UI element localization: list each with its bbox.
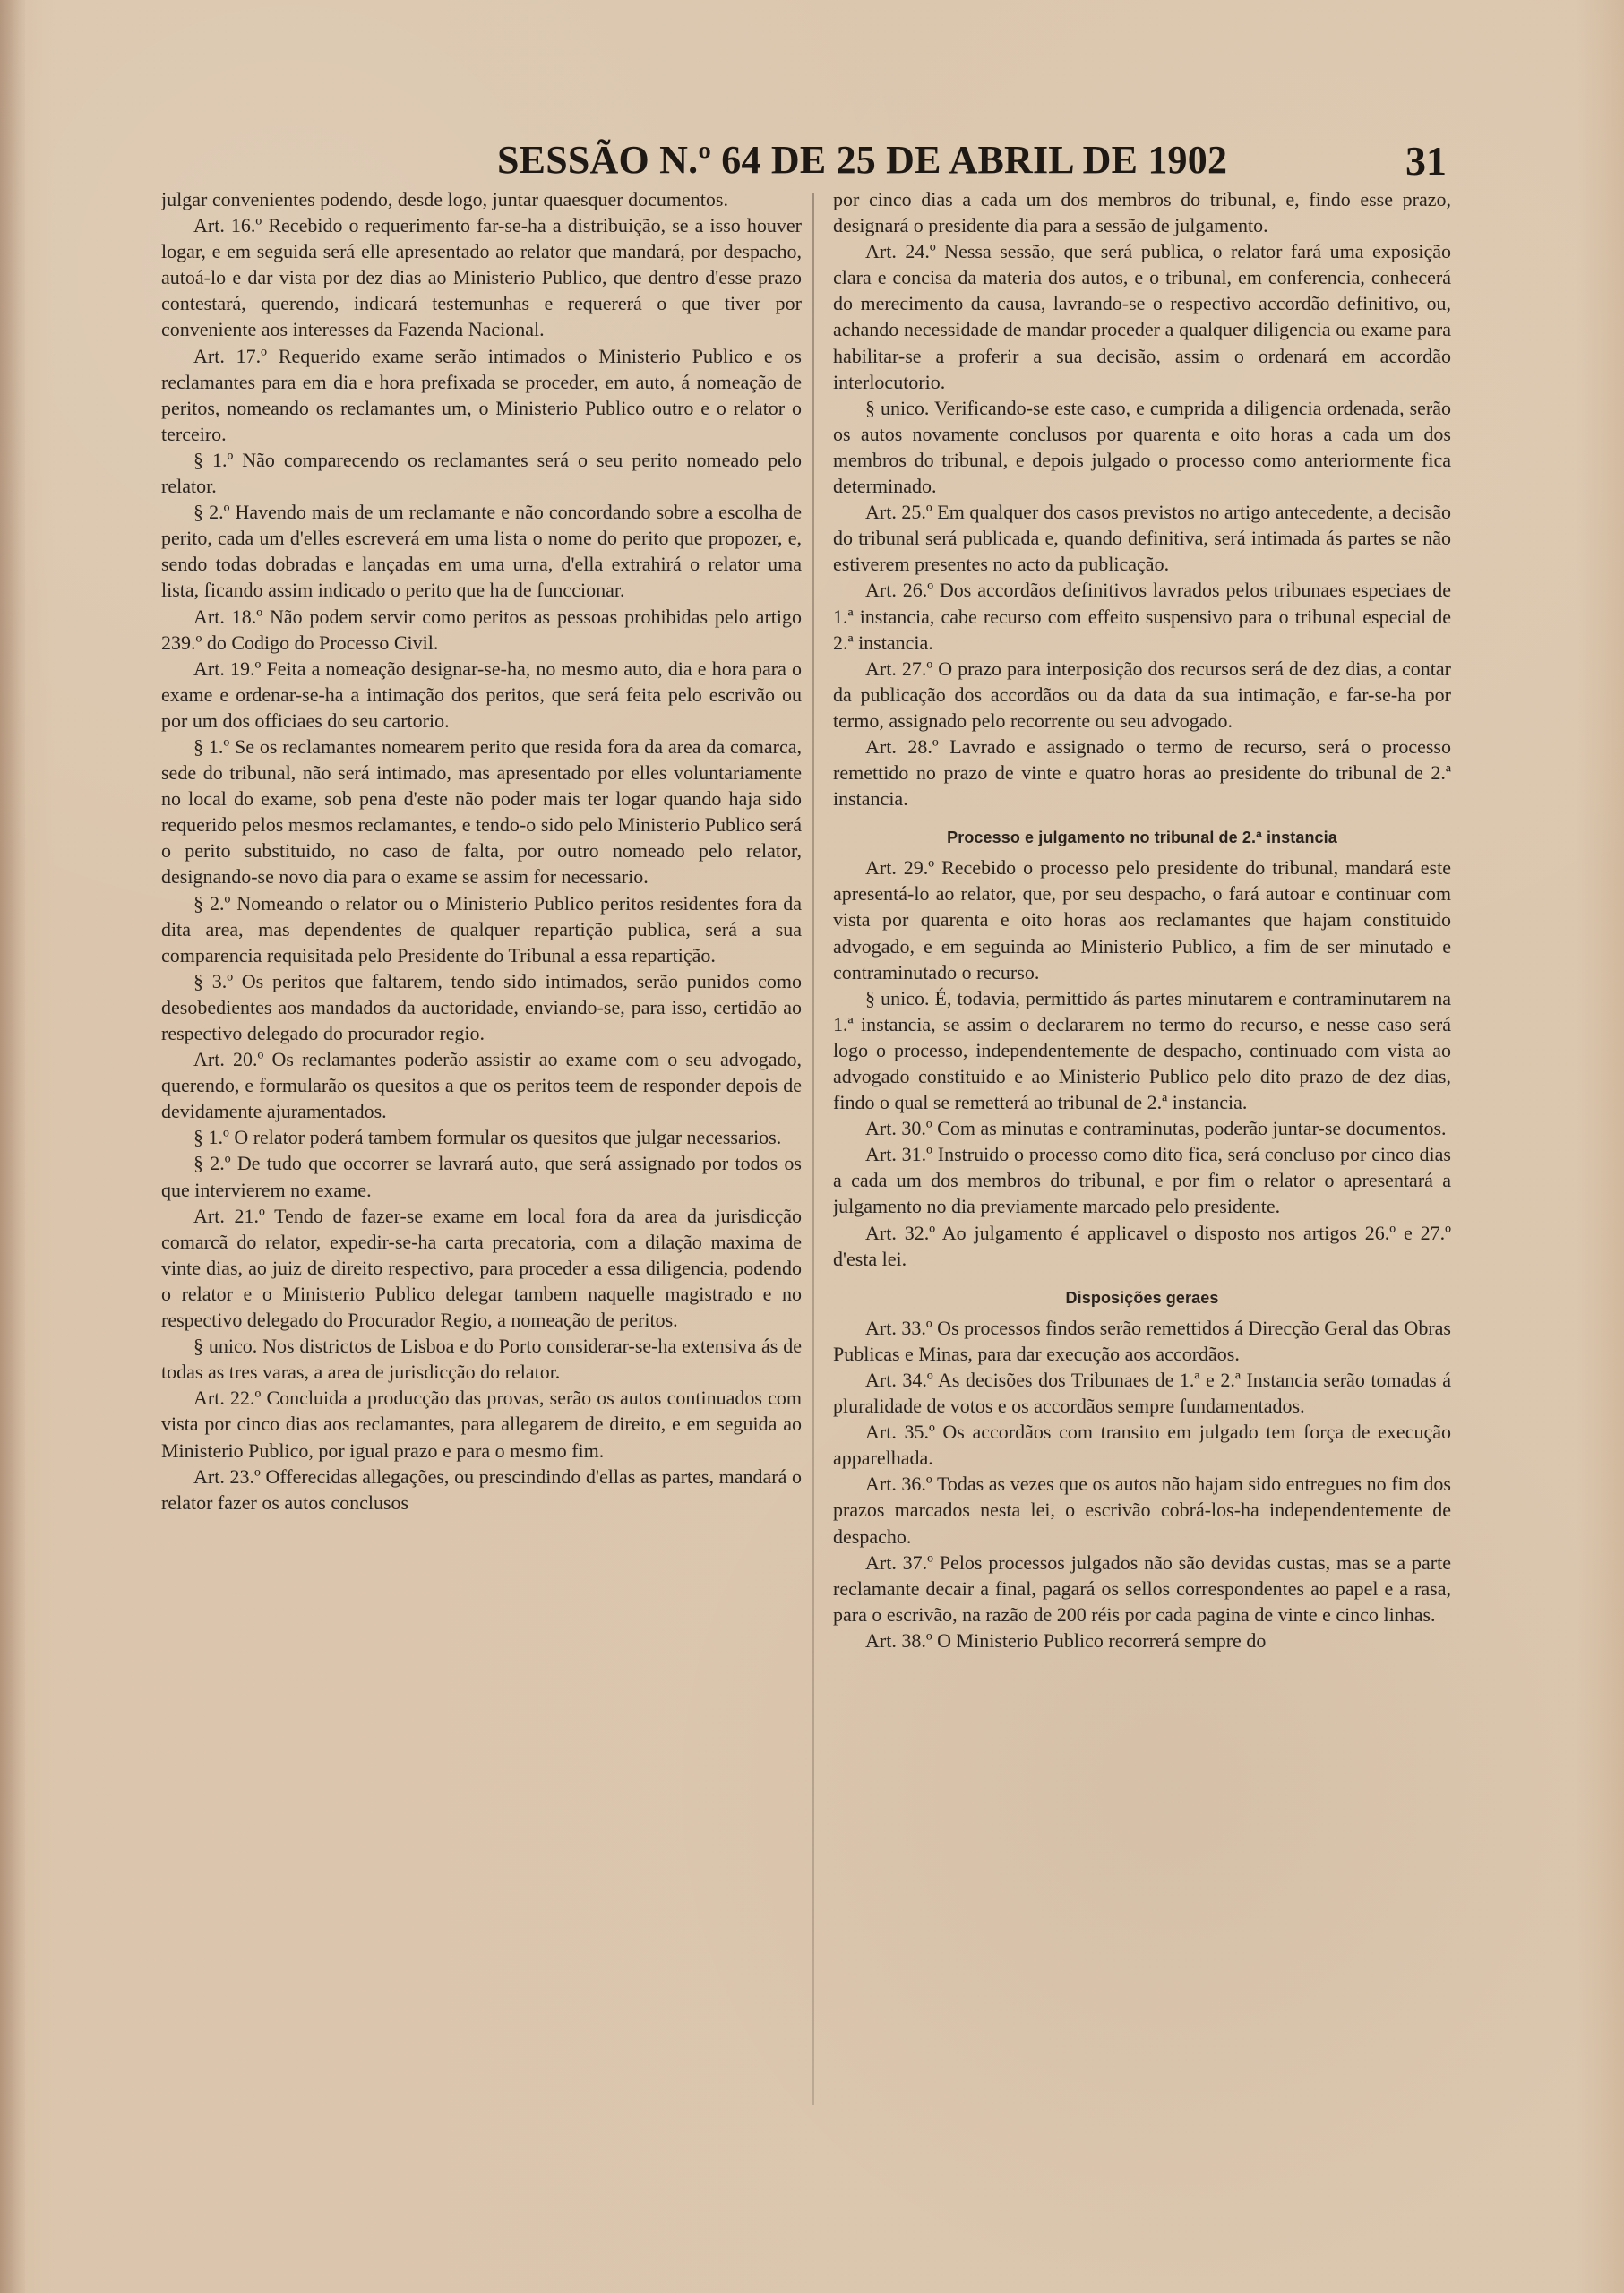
article-34: Art. 34.º As decisões dos Tribunaes de 1.ª e 2.ª Instancia serão tomadas á pluralidade de votos e os accordãos sempre fundamentados.: [833, 1368, 1451, 1418]
right-column: [833, 186, 1451, 2108]
article-18: Art. 18.º Não podem servir como peritos as pessoas prohibidas pelo artigo 239.º do Codigo do Processo Civil.: [161, 605, 802, 654]
article-21-sole-paragraph: § unico. Nos districtos de Lisboa e do Porto considerar-se-ha extensiva ás de todas as tres varas, a area de jurisdicção do relator.: [161, 1335, 802, 1384]
section-heading-processo: Processo e julgamento no tribunal de 2.ª instancia: [947, 829, 1337, 847]
page-header: [497, 137, 1447, 184]
article-17-paragraph-1: § 1.º Não comparecendo os reclamantes será o seu perito nomeado pelo relator.: [161, 448, 802, 498]
article-38: Art. 38.º O Ministerio Publico recorrerá sempre do: [865, 1628, 1267, 1652]
article-27: Art. 27.º O prazo para interposição dos recursos será de dez dias, a contar da publicação dos accordãos ou da data da sua intimação, e far-se-ha por termo, assignado pelo recorrente ou seu advogado.: [833, 657, 1451, 732]
article-19-paragraph-3: § 3.º Os peritos que faltarem, tendo sido intimados, serão punidos como desobedientes aos mandados da auctoridade, enviando-se, para isso, certidão ao respectivo delegado do procurador regio.: [161, 969, 802, 1044]
article-29-sole-paragraph: § unico. É, todavia, permittido ás partes minutarem e contraminutarem na 1.ª instancia, se assim o declararem no termo do recurso, e nesse caso será logo o processo, independentemente de despacho, continuado com vista ao advogado constituido e ao Ministerio Publico pelo dito prazo de dez dias, findo o qual se remetterá ao tribunal de 2.ª instancia.: [833, 986, 1451, 1114]
article-24: Art. 24.º Nessa sessão, que será publica, o relator fará uma exposição clara e concisa da materia dos autos, e o tribunal, em conferencia, conhecerá do merecimento da causa, lavrando-se o respectivo accordão definitivo, ou, achando necessidade de mandar proceder a qualquer diligencia ou exame para habilitar-se a proferir a sua decisão, assim o ordenará em accordão interlocutorio.: [833, 240, 1451, 393]
article-25: Art. 25.º Em qualquer dos casos previstos no artigo antecedente, a decisão do tribunal será publicada e, quando definitiva, será intimada ás partes se não estiverem presentes no acto da publicação.: [833, 501, 1451, 576]
article-37: Art. 37.º Pelos processos julgados não são devidas custas, mas se a parte reclamante decair a final, pagará os sellos correspondentes ao papel e a rasa, para o escrivão, na razão de 200 réis por cada pagina de vinte e cinco linhas.: [833, 1550, 1451, 1626]
article-35: Art. 35.º Os accordãos com transito em julgado tem força de execução apparelhada.: [833, 1421, 1451, 1470]
right-paragraph-1: por cinco dias a cada um dos membros do tribunal, e, findo esse prazo, designará o presidente dia para a sessão de julgamento.: [833, 188, 1451, 237]
article-16: Art. 16.º Recebido o requerimento far-se-ha a distribuição, se a isso houver logar, e em seguida será elle apresentado ao relator que mandará, por despacho, autoá-lo e dar vista por dez dias ao Ministerio Publico, que dentro d'esse prazo contestará, querendo, indicará testemunhas e requererá o que tiver por conveniente aos interesses da Fazenda Nacional.: [161, 214, 802, 341]
article-19: Art. 19.º Feita a nomeação designar-se-ha, no mesmo auto, dia e hora para o exame e ordenar-se-ha a intimação dos peritos, que será feita pelo escrivão ou por um dos officiaes do seu cartorio.: [161, 657, 802, 732]
article-31: Art. 31.º Instruido o processo como dito fica, será concluso por cinco dias a cada um dos membros do tribunal, e por fim o relator o apresentará a julgamento no dia previamente marcado pelo presidente.: [833, 1143, 1451, 1218]
article-20-paragraph-1: § 1.º O relator poderá tambem formular os quesitos que julgar necessarios.: [193, 1126, 782, 1149]
left-column: [161, 186, 802, 2108]
article-30: Art. 30.º Com as minutas e contraminutas, poderão juntar-se documentos.: [865, 1117, 1447, 1140]
article-19-paragraph-2: § 2.º Nomeando o relator ou o Ministerio Publico peritos residentes fora da dita area, mas dependentes de qualquer repartição publica, será a sua comparencia requisitada pelo Presidente do Tribunal a essa repartição.: [161, 891, 802, 966]
article-20-paragraph-2: § 2.º De tudo que occorrer se lavrará auto, que será assignado por todos os que intervierem no exame.: [161, 1152, 802, 1201]
page-number: 31: [1405, 138, 1447, 184]
article-29: Art. 29.º Recebido o processo pelo presidente do tribunal, mandará este apresentá-lo ao relator, que, por seu despacho, o fará autoar e continuar com vista por quarenta e oito horas aos reclamantes que hajam constituido advogado, e em seguinda ao Ministerio Publico, a fim de ser minutado e contraminutado o recurso.: [833, 856, 1451, 983]
column-divider: [812, 193, 814, 2105]
article-28: Art. 28.º Lavrado e assignado o termo de recurso, será o processo remettido no prazo de vinte e quatro horas ao presidente do tribunal de 2.ª instancia.: [833, 734, 1451, 811]
section-heading-disposicoes: Disposições geraes: [1065, 1288, 1219, 1307]
article-23: Art. 23.º Offerecidas allegações, ou prescindindo d'ellas as partes, mandará o relator fazer os autos conclusos: [161, 1464, 802, 1514]
article-22: Art. 22.º Concluida a producção das provas, serão os autos continuados com vista por cinco dias aos reclamantes, para allegarem de direito, e em seguida ao Ministerio Publico, por igual prazo e para o mesmo fim.: [161, 1387, 802, 1462]
article-17: Art. 17.º Requerido exame serão intimados o Ministerio Publico e os reclamantes para em dia e hora prefixada se proceder, em auto, á nomeação de peritos, nomeando os reclamantes um, o Ministerio Publico outro e o relator o terceiro.: [161, 344, 802, 445]
article-33: Art. 33.º Os processos findos serão remettidos á Direcção Geral das Obras Publicas e Minas, para dar execução aos accordãos.: [833, 1316, 1451, 1365]
article-36: Art. 36.º Todas as vezes que os autos não hajam sido entregues no fim dos prazos marcados nesta lei, o escrivão cobrá-los-ha independentemente de despacho.: [833, 1473, 1451, 1548]
session-title: SESSÃO N.º 64 DE 25 DE ABRIL DE 1902: [497, 138, 1228, 182]
article-26: Art. 26.º Dos accordãos definitivos lavrados pelos tribunaes especiaes de 1.ª instancia, cabe recurso com effeito suspensivo para o tribunal especial de 2.ª instancia.: [833, 579, 1451, 654]
article-24-sole-paragraph: § unico. Verificando-se este caso, e cumprida a diligencia ordenada, serão os autos novamente conclusos por quarenta e oito horas a cada um dos membros do tribunal, e depois julgado o processo como anteriormente fica determinado.: [833, 396, 1451, 498]
article-20: Art. 20.º Os reclamantes poderão assistir ao exame com o seu advogado, querendo, e formularão os quesitos a que os peritos teem de responder depois de devidamente ajuramentados.: [161, 1048, 802, 1123]
article-32: Art. 32.º Ao julgamento é applicavel o disposto nos artigos 26.º e 27.º d'esta lei.: [833, 1221, 1451, 1270]
article-19-paragraph-1: § 1.º Se os reclamantes nomearem perito que resida fora da area da comarca, sede do tribunal, não será intimado, mas apresentado por elles voluntariamente no local do exame, sob pena d'este não poder mais ter logar quando haja sido requerido pelos mesmos reclamantes, e tendo-o sido pelo Ministerio Publico será o perito substituido, no caso de falta, por outro nomeado pelo relator, designando-se novo dia para o exame se assim for necessario.: [161, 734, 802, 889]
article-17-paragraph-2: § 2.º Havendo mais de um reclamante e não concordando sobre a escolha de perito, cada um d'elles escreverá em uma lista o nome do perito que propozer, e, sendo todas dobradas e lançadas em uma urna, d'ella extrahirá o relator uma lista, ficando assim indicado o perito que ha de funccionar.: [161, 501, 802, 602]
left-paragraph-1: julgar convenientes podendo, desde logo, juntar quaesquer documentos.: [161, 188, 728, 210]
article-21: Art. 21.º Tendo de fazer-se exame em local fora da area da jurisdicção comarcã do relator, expedir-se-ha carta precatoria, com a dilação maxima de vinte dias, ao juiz de direito respectivo, para proceder a essa diligencia, podendo o relator e o Ministerio Publico delegar tambem naquelle magistrado e no respectivo delegado do Procurador Regio, a nomeação de peritos.: [161, 1204, 802, 1332]
